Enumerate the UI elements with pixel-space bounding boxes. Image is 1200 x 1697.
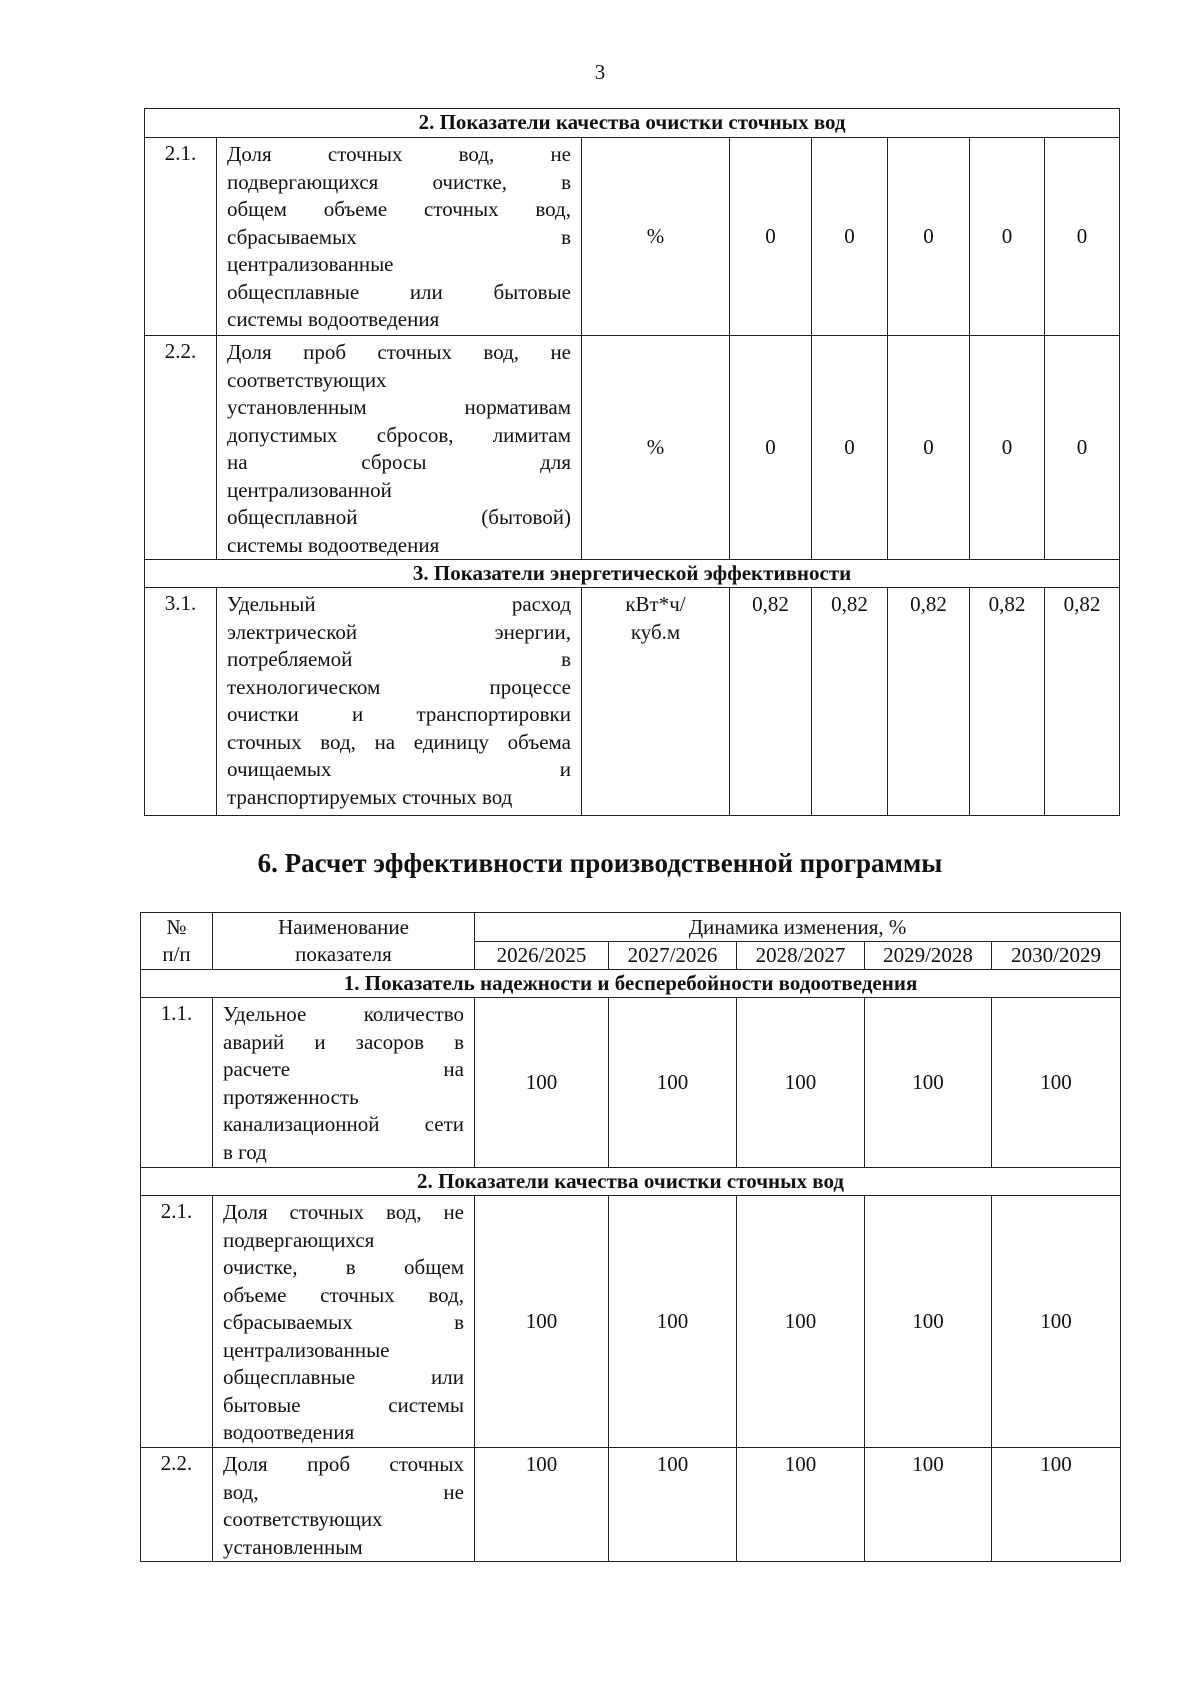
value-cell: 100: [737, 1196, 865, 1448]
text-line: очищаемых и: [227, 757, 571, 781]
text-line: общесплавной (бытовой): [227, 505, 571, 529]
text-line: общесплавные или: [223, 1365, 464, 1389]
row-number: 2.1.: [141, 1196, 213, 1448]
text-line: объеме сточных вод,: [223, 1282, 464, 1307]
row-number: 2.2.: [145, 336, 217, 560]
table-row: [145, 138, 1120, 336]
header-year: 2029/2028: [865, 942, 992, 970]
text-line: централизованные: [227, 252, 394, 276]
text-line: электрической энергии,: [227, 619, 571, 644]
text-line: централизованные: [223, 1337, 390, 1362]
header-text: №: [166, 915, 187, 939]
value-cell: 100: [609, 998, 737, 1168]
text-line: Доля проб сточных: [223, 1452, 464, 1476]
header-row: [141, 913, 1121, 942]
page-number: 3: [594, 60, 606, 84]
efficiency-table: [140, 912, 1121, 1562]
section-heading: 6. Расчет эффективности производственной программы: [257, 848, 943, 878]
header-text: п/п: [162, 942, 191, 966]
value-cell: 100: [609, 1196, 737, 1448]
header-text: Наименование: [278, 915, 409, 939]
section-title: 2. Показатели качества очистки сточных вод: [145, 109, 1120, 138]
table-row: [141, 1448, 1121, 1562]
unit-cell: %: [582, 336, 730, 560]
text-line: бытовые системы: [223, 1392, 464, 1417]
table-row: [145, 588, 1120, 816]
text-line: установленным: [223, 1534, 363, 1559]
value-cell: 100: [737, 1448, 865, 1562]
header-dynamics: Динамика изменения, %: [475, 913, 1121, 942]
row-number: 3.1.: [145, 588, 217, 816]
row-number: 2.2.: [141, 1448, 213, 1562]
text-line: канализационной сети: [223, 1112, 464, 1136]
text-line: Доля сточных вод, не: [223, 1200, 464, 1224]
value-cell: 100: [865, 1448, 992, 1562]
text-line: соответствующих: [223, 1507, 383, 1531]
text-line: расчете на: [223, 1057, 464, 1081]
section-row: [145, 109, 1120, 138]
value-cell: 0,82: [1045, 588, 1120, 816]
indicator-name: [213, 1448, 475, 1562]
value-cell: 100: [992, 998, 1121, 1168]
unit-cell: %: [582, 138, 730, 336]
value-cell: 100: [475, 1196, 609, 1448]
text-line: подвергающихся очистке, в: [227, 169, 571, 194]
text-line: централизованной: [227, 477, 392, 502]
value-cell: 0: [888, 138, 970, 336]
text-line: соответствующих: [227, 367, 387, 392]
header-year: 2030/2029: [992, 942, 1121, 970]
text-line: Доля сточных вод, не: [227, 142, 571, 166]
header-text: показателя: [295, 942, 392, 966]
value-cell: 100: [992, 1196, 1121, 1448]
value-cell: 100: [865, 998, 992, 1168]
text-line: потребляемой в: [227, 647, 571, 671]
value-cell: 100: [475, 998, 609, 1168]
value-cell: 0: [812, 138, 888, 336]
header-year: 2026/2025: [475, 942, 609, 970]
text-line: подвергающихся: [223, 1227, 375, 1252]
value-cell: 100: [737, 998, 865, 1168]
value-cell: 100: [609, 1448, 737, 1562]
text-line: общем объеме сточных вод,: [227, 197, 571, 221]
text-line: технологическом процессе: [227, 674, 571, 699]
text-line: допустимых сбросов, лимитам: [227, 422, 571, 447]
header-name: [213, 913, 475, 970]
row-number: 2.1.: [145, 138, 217, 336]
value-cell: 0: [888, 336, 970, 560]
text-line: Доля проб сточных вод, не: [227, 340, 571, 364]
header-number: [141, 913, 213, 970]
value-cell: 0: [812, 336, 888, 560]
table-row: [145, 336, 1120, 560]
text-line: Удельное количество: [223, 1002, 464, 1026]
indicator-name: [217, 588, 582, 816]
text-line: транспортируемых сточных вод: [227, 784, 513, 809]
value-cell: 100: [475, 1448, 609, 1562]
value-cell: 100: [865, 1196, 992, 1448]
indicators-table: [144, 108, 1120, 816]
section-title: 1. Показатель надежности и бесперебойности водоотведения: [141, 970, 1121, 998]
section-row: [141, 970, 1121, 998]
text-line: вод, не: [223, 1479, 464, 1504]
row-number: 1.1.: [141, 998, 213, 1168]
value-cell: 0: [730, 138, 812, 336]
value-cell: 0,82: [812, 588, 888, 816]
value-cell: 0: [970, 336, 1045, 560]
indicator-name: [213, 998, 475, 1168]
unit-line: кВт*ч/: [625, 592, 686, 616]
table-row: [141, 998, 1121, 1168]
header-year: 2028/2027: [737, 942, 865, 970]
text-line: на сбросы для: [227, 450, 571, 474]
text-line: аварий и засоров в: [223, 1029, 464, 1054]
text-line: в год: [223, 1139, 267, 1164]
table-row: [141, 1196, 1121, 1448]
value-cell: 0: [970, 138, 1045, 336]
section-title: 3. Показатели энергетической эффективности: [145, 560, 1120, 588]
value-cell: 0: [1045, 336, 1120, 560]
text-line: общесплавные или бытовые: [227, 279, 571, 304]
value-cell: 0,82: [970, 588, 1045, 816]
value-cell: 0: [1045, 138, 1120, 336]
text-line: сбрасываемых в: [223, 1310, 464, 1334]
text-line: сбрасываемых в: [227, 224, 571, 249]
value-cell: 100: [992, 1448, 1121, 1562]
section-row: [141, 1168, 1121, 1196]
section-title: 2. Показатели качества очистки сточных вод: [141, 1168, 1121, 1196]
text-line: водоотведения: [223, 1420, 355, 1444]
text-line: сточных вод, на единицу объема: [227, 729, 571, 754]
value-cell: 0: [730, 336, 812, 560]
text-line: системы водоотведения: [227, 532, 440, 557]
text-line: Удельный расход: [227, 592, 571, 616]
text-line: протяженность: [223, 1084, 359, 1109]
text-line: очистке, в общем: [223, 1255, 464, 1279]
indicator-name: [217, 138, 582, 336]
section-row: [145, 560, 1120, 588]
text-line: установленным нормативам: [227, 395, 571, 419]
text-line: очистки и транспортировки: [227, 702, 571, 726]
value-cell: 0,82: [888, 588, 970, 816]
text-line: системы водоотведения: [227, 307, 440, 331]
indicator-name: [217, 336, 582, 560]
indicator-name: [213, 1196, 475, 1448]
unit-line: куб.м: [630, 619, 681, 644]
value-cell: 0,82: [730, 588, 812, 816]
unit-cell: [582, 588, 730, 816]
header-year: 2027/2026: [609, 942, 737, 970]
